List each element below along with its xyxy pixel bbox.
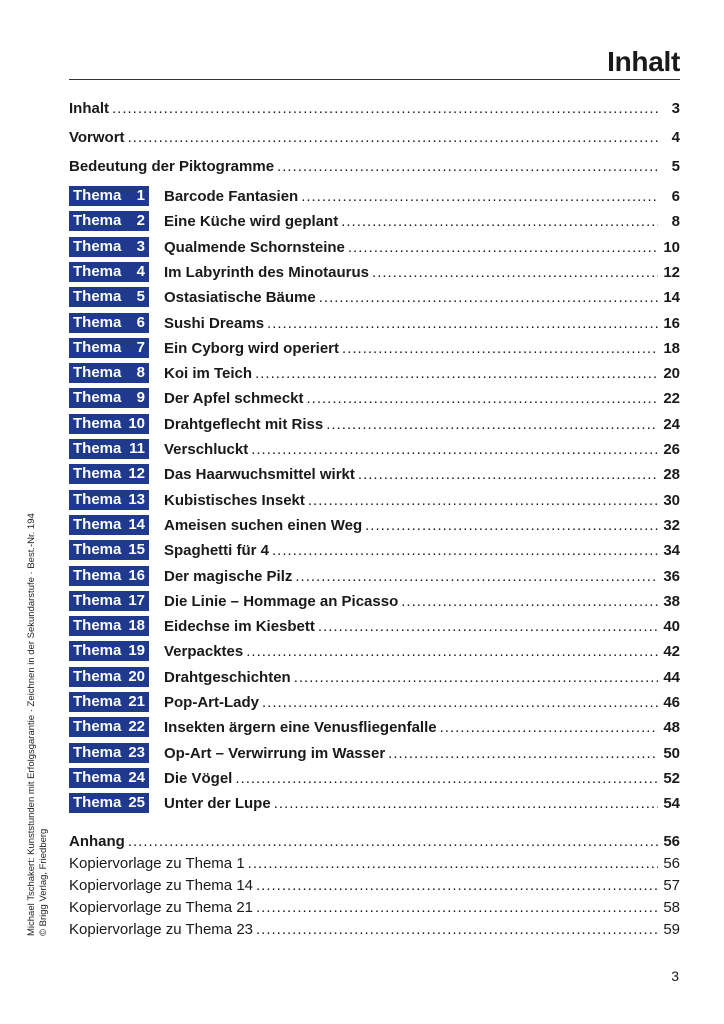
dot-leader (365, 517, 658, 535)
toc-entry-page: 36 (663, 567, 680, 585)
thema-badge: Thema 8 (69, 363, 149, 383)
toc-entry-thema-25[interactable] (69, 793, 680, 813)
page-title: Inhalt (607, 46, 680, 77)
dot-leader (440, 719, 658, 737)
thema-badge: Thema 16 (69, 566, 149, 586)
toc-entry-title: Kubistisches Insekt (164, 491, 305, 509)
toc-entry-kopiervorlage-21[interactable] (69, 897, 680, 917)
dot-leader (301, 188, 658, 206)
dot-leader (256, 921, 658, 939)
thema-badge: Thema 3 (69, 237, 149, 257)
toc-entry-label: Anhang (69, 833, 125, 850)
thema-badge: Thema 17 (69, 591, 149, 611)
toc-entry-title: Sushi Dreams (164, 314, 265, 332)
toc-entry-thema-18[interactable] (69, 616, 680, 636)
toc-entry-thema-10[interactable] (69, 414, 680, 434)
dot-leader (272, 542, 658, 560)
toc-entry-page: 24 (663, 415, 680, 433)
toc-entry-kopiervorlage-1[interactable] (69, 853, 680, 873)
toc-entry-title: Unter der Lupe (164, 795, 271, 813)
dot-leader (256, 899, 658, 917)
dot-leader (262, 694, 658, 712)
toc-entry-thema-4[interactable] (69, 262, 680, 282)
toc-entry-title: Ameisen suchen einen Weg (164, 516, 363, 534)
toc-entry-thema-16[interactable] (69, 566, 680, 586)
toc-entry-page: 16 (663, 314, 680, 332)
thema-badge: Thema 13 (69, 490, 149, 510)
toc-entry-thema-1[interactable] (69, 186, 680, 206)
toc-entry-page: 58 (663, 899, 680, 916)
toc-entry-title: Op-Art – Verwirrung im Wasser (164, 744, 386, 762)
toc-entry-page: 14 (663, 289, 680, 307)
toc-entry-anhang[interactable] (69, 831, 680, 851)
dot-leader (318, 618, 658, 636)
toc-entry-title: Barcode Fantasien (164, 188, 299, 205)
thema-badge: Thema 18 (69, 616, 149, 636)
toc-entry-title: Eine Küche wird geplant (164, 213, 339, 231)
toc-entry-page: 54 (663, 795, 680, 813)
thema-badge: Thema 14 (69, 515, 149, 535)
dot-leader (256, 877, 658, 895)
dot-leader (277, 158, 658, 176)
thema-badge: Thema 7 (69, 338, 149, 358)
toc-entry-label: Inhalt (69, 100, 109, 117)
toc-entry-title: Die Vögel (164, 769, 233, 787)
dot-leader (348, 239, 658, 257)
toc-entry-title: Die Linie – Hommage an Picasso (164, 592, 399, 610)
toc-entry-page: 18 (663, 339, 680, 357)
toc-entry-page: 22 (663, 390, 680, 408)
title-divider (69, 79, 680, 80)
toc-entry-title: Ein Cyborg wird operiert (164, 339, 340, 357)
page-number: 3 (671, 968, 679, 984)
toc-entry-page: 52 (663, 769, 680, 787)
toc-entry-page: 28 (663, 466, 680, 484)
toc-entry-thema-3[interactable] (69, 237, 680, 257)
thema-badge: Thema 1 (69, 186, 149, 206)
toc-entry-title: Drahtgeschichten (164, 668, 291, 686)
dot-leader (358, 466, 658, 484)
toc-entry-title: Verschluckt (164, 441, 249, 458)
toc-entry-page: 3 (671, 100, 680, 117)
toc-entry-thema-8[interactable] (69, 363, 680, 383)
toc-entry-page: 40 (663, 618, 680, 636)
thema-badge: Thema 15 (69, 540, 149, 560)
thema-badge: Thema 21 (69, 692, 149, 712)
copyright-line-2: © Brigg Verlag, Friedberg (38, 828, 49, 936)
toc-entry-thema-21[interactable] (69, 692, 680, 712)
toc-entry-label: Kopiervorlage zu Thema 23 (69, 921, 253, 938)
toc-entry-page: 20 (663, 365, 680, 383)
toc-entry-page: 34 (663, 542, 680, 560)
dot-leader (112, 100, 658, 118)
toc-entry-page: 30 (663, 491, 680, 509)
dot-leader (326, 416, 658, 434)
thema-badge: Thema 20 (69, 667, 149, 687)
thema-badge: Thema 19 (69, 641, 149, 661)
toc-entry-thema-13[interactable] (69, 490, 680, 510)
toc-entry-title: Spaghetti für 4 (164, 542, 270, 560)
dot-leader (251, 441, 658, 459)
toc-entry-thema-7[interactable] (69, 338, 680, 358)
dot-leader (235, 770, 658, 788)
toc-entry-page: 4 (671, 129, 680, 146)
toc-entry-page: 50 (663, 744, 680, 762)
toc-entry-page: 44 (663, 668, 680, 686)
toc-entry-page: 57 (663, 877, 680, 894)
dot-leader (246, 643, 658, 661)
toc-entry-thema-14[interactable] (69, 515, 680, 535)
thema-badge: Thema 25 (69, 793, 149, 813)
toc-entry-title: Verpacktes (164, 643, 244, 661)
dot-leader (248, 855, 658, 873)
toc-entry-kopiervorlage-23[interactable] (69, 919, 680, 939)
dot-leader (274, 795, 658, 813)
toc-entry-thema-15[interactable] (69, 540, 680, 560)
toc-entry-page: 8 (671, 213, 680, 231)
toc-entry-title: Eidechse im Kiesbett (164, 618, 315, 636)
toc-entry-page: 32 (663, 516, 680, 534)
toc-entry-label: Bedeutung der Piktogramme (69, 158, 275, 175)
thema-badge: Thema 2 (69, 211, 149, 231)
toc-entry-title: Drahtgeflecht mit Riss (164, 415, 324, 433)
thema-badge: Thema 10 (69, 414, 149, 434)
dot-leader (255, 365, 658, 383)
toc-entry-kopiervorlage-14[interactable] (69, 875, 680, 895)
dot-leader (295, 568, 658, 586)
toc-entry-page: 48 (663, 719, 680, 737)
toc-entry-title: Das Haarwuchsmittel wirkt (164, 466, 355, 484)
dot-leader (319, 289, 658, 307)
dot-leader (294, 669, 658, 687)
toc-entry-page: 38 (663, 592, 680, 610)
toc-entry-page: 42 (663, 643, 680, 661)
copyright-line-1: Michael Tschakert: Kunststunden mit Erfolgsgarantie · Zeichnen in der Sekundarstufe · Best.-Nr. 194 (26, 513, 37, 936)
dot-leader (267, 315, 658, 333)
toc-entry-page: 46 (663, 694, 680, 711)
toc-entry-thema-12[interactable] (69, 464, 680, 484)
toc-entry-title: Koi im Teich (164, 365, 253, 383)
dot-leader (342, 340, 658, 358)
toc-entry-thema-2[interactable] (69, 211, 680, 231)
toc-entry-thema-11[interactable] (69, 439, 680, 459)
toc-entry-inhalt[interactable] (69, 98, 680, 118)
dot-leader (128, 833, 658, 851)
thema-badge: Thema 5 (69, 287, 149, 307)
dot-leader (401, 593, 658, 611)
dot-leader (128, 129, 658, 147)
toc-entry-title: Ostasiatische Bäume (164, 289, 316, 307)
toc-entry-label: Kopiervorlage zu Thema 1 (69, 855, 245, 872)
toc-entry-page: 5 (671, 158, 680, 175)
toc-entry-title: Im Labyrinth des Minotaurus (164, 263, 370, 281)
dot-leader (307, 390, 659, 408)
toc-entry-page: 12 (663, 263, 680, 281)
toc-entry-thema-17[interactable] (69, 591, 680, 611)
toc-entry-title: Insekten ärgern eine Venusfliegenfalle (164, 719, 437, 737)
toc-entry-page: 26 (663, 441, 680, 458)
thema-badge: Thema 9 (69, 388, 149, 408)
copyright-note (26, 513, 50, 936)
thema-badge: Thema 22 (69, 717, 149, 737)
thema-badge: Thema 23 (69, 743, 149, 763)
toc-entry-page: 6 (671, 188, 680, 205)
toc-entry-piktogramme[interactable] (69, 156, 680, 176)
toc-entry-thema-24[interactable] (69, 768, 680, 788)
toc-entry-thema-22[interactable] (69, 717, 680, 737)
thema-badge: Thema 11 (69, 439, 149, 459)
toc-entry-thema-9[interactable] (69, 388, 680, 408)
thema-badge: Thema 6 (69, 313, 149, 333)
dot-leader (308, 492, 658, 510)
toc-entry-title: Der Apfel schmeckt (164, 390, 304, 408)
toc-entry-thema-6[interactable] (69, 313, 680, 333)
toc-entry-thema-23[interactable] (69, 743, 680, 763)
toc-entry-title: Pop-Art-Lady (164, 694, 259, 711)
toc-entry-thema-20[interactable] (69, 667, 680, 687)
toc-entry-title: Qualmende Schornsteine (164, 238, 345, 256)
toc-entry-label: Kopiervorlage zu Thema 21 (69, 899, 253, 916)
thema-badge: Thema 12 (69, 464, 149, 484)
dot-leader (388, 745, 658, 763)
thema-badge: Thema 24 (69, 768, 149, 788)
toc-entry-title: Der magische Pilz (164, 567, 293, 585)
toc-entry-page: 56 (663, 855, 680, 872)
toc-entry-page: 59 (663, 921, 680, 938)
dot-leader (341, 213, 658, 231)
toc-entry-vorwort[interactable] (69, 127, 680, 147)
toc-entry-label: Vorwort (69, 129, 125, 146)
toc-entry-page: 56 (663, 833, 680, 850)
toc-entry-page: 10 (663, 238, 680, 256)
toc-entry-label: Kopiervorlage zu Thema 14 (69, 877, 253, 894)
toc-entry-thema-5[interactable] (69, 287, 680, 307)
toc-entry-thema-19[interactable] (69, 641, 680, 661)
thema-badge: Thema 4 (69, 262, 149, 282)
dot-leader (372, 264, 658, 282)
